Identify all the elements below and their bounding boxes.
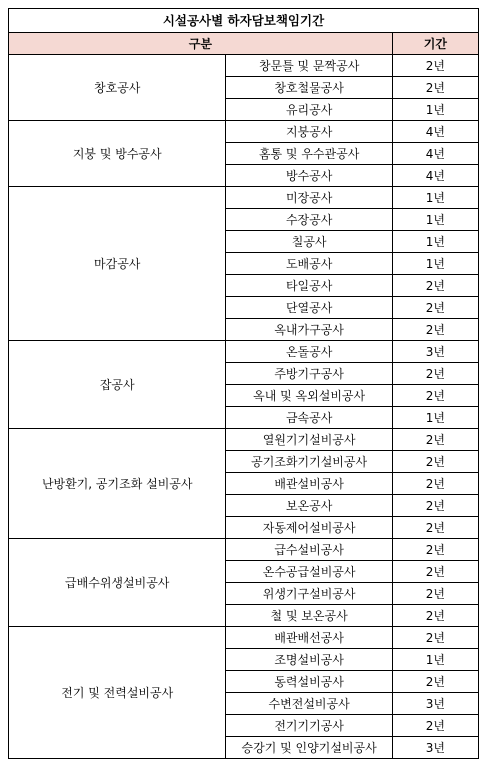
work-item-cell: 유리공사 <box>226 99 392 121</box>
period-cell: 2년 <box>392 627 478 649</box>
table-row <box>9 627 479 649</box>
work-item-cell: 배관설비공사 <box>226 473 392 495</box>
work-item-cell: 미장공사 <box>226 187 392 209</box>
period-cell: 1년 <box>392 649 478 671</box>
header-row <box>9 33 479 55</box>
period-cell: 1년 <box>392 99 478 121</box>
period-cell: 2년 <box>392 319 478 341</box>
category-cell: 급배수위생설비공사 <box>9 539 226 627</box>
header-category: 구분 <box>9 33 393 55</box>
period-cell: 3년 <box>392 693 478 715</box>
period-cell: 1년 <box>392 231 478 253</box>
period-cell: 4년 <box>392 165 478 187</box>
work-item-cell: 주방기구공사 <box>226 363 392 385</box>
work-item-cell: 수변전설비공사 <box>226 693 392 715</box>
work-item-cell: 급수설비공사 <box>226 539 392 561</box>
period-cell: 1년 <box>392 407 478 429</box>
table-row <box>9 341 479 363</box>
period-cell: 2년 <box>392 473 478 495</box>
work-item-cell: 칠공사 <box>226 231 392 253</box>
period-cell: 2년 <box>392 363 478 385</box>
period-cell: 2년 <box>392 297 478 319</box>
work-item-cell: 온돌공사 <box>226 341 392 363</box>
work-item-cell: 수장공사 <box>226 209 392 231</box>
period-cell: 2년 <box>392 517 478 539</box>
period-cell: 2년 <box>392 77 478 99</box>
work-item-cell: 위생기구설비공사 <box>226 583 392 605</box>
period-cell: 2년 <box>392 583 478 605</box>
table-row <box>9 429 479 451</box>
work-item-cell: 철 및 보온공사 <box>226 605 392 627</box>
category-cell: 난방환기, 공기조화 설비공사 <box>9 429 226 539</box>
work-item-cell: 타일공사 <box>226 275 392 297</box>
period-cell: 2년 <box>392 539 478 561</box>
work-item-cell: 옥내가구공사 <box>226 319 392 341</box>
period-cell: 1년 <box>392 253 478 275</box>
work-item-cell: 보온공사 <box>226 495 392 517</box>
period-cell: 2년 <box>392 429 478 451</box>
work-item-cell: 도배공사 <box>226 253 392 275</box>
work-item-cell: 단열공사 <box>226 297 392 319</box>
period-cell: 2년 <box>392 715 478 737</box>
category-cell: 마감공사 <box>9 187 226 341</box>
work-item-cell: 금속공사 <box>226 407 392 429</box>
table-row <box>9 539 479 561</box>
period-cell: 2년 <box>392 451 478 473</box>
period-cell: 4년 <box>392 121 478 143</box>
period-cell: 4년 <box>392 143 478 165</box>
work-item-cell: 창문틀 및 문짝공사 <box>226 55 392 77</box>
title-row <box>9 9 479 33</box>
period-cell: 2년 <box>392 385 478 407</box>
work-item-cell: 배관배선공사 <box>226 627 392 649</box>
category-cell: 전기 및 전력설비공사 <box>9 627 226 759</box>
period-cell: 3년 <box>392 341 478 363</box>
period-cell: 1년 <box>392 187 478 209</box>
period-cell: 1년 <box>392 209 478 231</box>
work-item-cell: 열원기기설비공사 <box>226 429 392 451</box>
period-cell: 2년 <box>392 671 478 693</box>
work-item-cell: 온수공급설비공사 <box>226 561 392 583</box>
table-body <box>9 55 479 759</box>
work-item-cell: 지붕공사 <box>226 121 392 143</box>
category-cell: 창호공사 <box>9 55 226 121</box>
warranty-period-document <box>8 8 479 759</box>
work-item-cell: 옥내 및 옥외설비공사 <box>226 385 392 407</box>
table-title: 시설공사별 하자담보책임기간 <box>9 9 479 33</box>
period-cell: 2년 <box>392 55 478 77</box>
category-cell: 지붕 및 방수공사 <box>9 121 226 187</box>
period-cell: 2년 <box>392 605 478 627</box>
table-row <box>9 121 479 143</box>
period-cell: 2년 <box>392 561 478 583</box>
period-cell: 3년 <box>392 737 478 759</box>
work-item-cell: 조명설비공사 <box>226 649 392 671</box>
work-item-cell: 방수공사 <box>226 165 392 187</box>
table-row <box>9 187 479 209</box>
period-cell: 2년 <box>392 275 478 297</box>
warranty-period-table <box>8 8 479 759</box>
work-item-cell: 동력설비공사 <box>226 671 392 693</box>
category-cell: 잡공사 <box>9 341 226 429</box>
work-item-cell: 자동제어설비공사 <box>226 517 392 539</box>
work-item-cell: 홈통 및 우수관공사 <box>226 143 392 165</box>
period-cell: 2년 <box>392 495 478 517</box>
work-item-cell: 전기기기공사 <box>226 715 392 737</box>
table-row <box>9 55 479 77</box>
work-item-cell: 창호철물공사 <box>226 77 392 99</box>
header-period: 기간 <box>392 33 478 55</box>
work-item-cell: 승강기 및 인양기설비공사 <box>226 737 392 759</box>
work-item-cell: 공기조화기기설비공사 <box>226 451 392 473</box>
